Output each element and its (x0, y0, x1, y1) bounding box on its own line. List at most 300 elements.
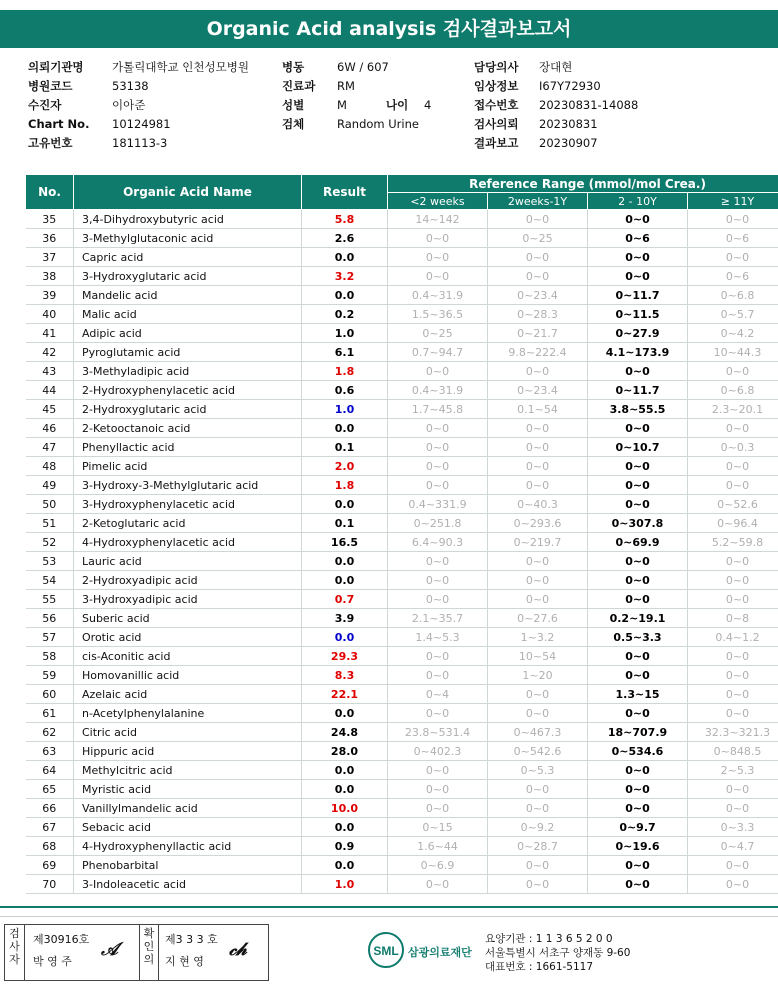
row-ref-lt2weeks: 1.4~5.3 (388, 628, 488, 647)
row-name: Malic acid (74, 305, 302, 324)
header-result: Result (302, 175, 388, 210)
results-body (26, 210, 778, 894)
value-specimen: Random Urine (337, 117, 419, 131)
row-no: 59 (26, 666, 74, 685)
row-result: 1.8 (302, 476, 388, 495)
row-ref-2weeks-1y: 0~467.3 (488, 723, 588, 742)
row-result: 28.0 (302, 742, 388, 761)
row-ref-ge11y: 0~0 (688, 457, 778, 476)
row-ref-lt2weeks: 0~0 (388, 647, 488, 666)
row-ref-lt2weeks: 0~0 (388, 590, 488, 609)
footer-divider (0, 906, 778, 908)
row-name: Adipic acid (74, 324, 302, 343)
row-result: 24.8 (302, 723, 388, 742)
row-ref-2-10y: 0~0 (588, 799, 688, 818)
tester-name: 박 영 주 (33, 955, 72, 968)
row-no: 46 (26, 419, 74, 438)
table-row (26, 799, 778, 818)
header-ref-2-10y: 2 - 10Y (588, 193, 688, 210)
row-ref-2-10y: 0~0 (588, 856, 688, 875)
value-receipt-no: 20230831-14088 (539, 98, 639, 112)
info-row-4 (28, 115, 768, 134)
row-no: 56 (26, 609, 74, 628)
row-name: n-Acetylphenylalanine (74, 704, 302, 723)
row-name: 2-Ketooctanoic acid (74, 419, 302, 438)
row-ref-lt2weeks: 0~0 (388, 248, 488, 267)
header-ref-range: Reference Range (mmol/mol Crea.) (388, 175, 778, 193)
row-result: 0.0 (302, 856, 388, 875)
row-ref-2-10y: 0~0 (588, 761, 688, 780)
info-row-1 (28, 58, 768, 77)
row-result: 0.0 (302, 495, 388, 514)
tester-signature: 𝒜 (101, 939, 119, 960)
row-ref-lt2weeks: 1.6~44 (388, 837, 488, 856)
row-no: 53 (26, 552, 74, 571)
table-row (26, 305, 778, 324)
row-ref-2weeks-1y: 0~542.6 (488, 742, 588, 761)
row-ref-2weeks-1y: 0~0 (488, 248, 588, 267)
table-row (26, 419, 778, 438)
results-table (25, 174, 778, 894)
row-ref-2-10y: 0~10.7 (588, 438, 688, 457)
row-ref-ge11y: 0~0 (688, 799, 778, 818)
row-result: 16.5 (302, 533, 388, 552)
row-name: Myristic acid (74, 780, 302, 799)
row-ref-lt2weeks: 0~4 (388, 685, 488, 704)
row-no: 49 (26, 476, 74, 495)
row-name: Citric acid (74, 723, 302, 742)
row-ref-ge11y: 0~0 (688, 647, 778, 666)
label-test-request: 검사의뢰 (474, 117, 519, 131)
row-ref-lt2weeks: 0~0 (388, 780, 488, 799)
value-institution: 가톨릭대학교 인천성모병원 (112, 60, 249, 74)
row-ref-lt2weeks: 0~15 (388, 818, 488, 837)
row-ref-2weeks-1y: 0~28.3 (488, 305, 588, 324)
signature-box (4, 924, 269, 981)
row-ref-ge11y: 2.3~20.1 (688, 400, 778, 419)
row-name: 2-Hydroxyadipic acid (74, 571, 302, 590)
table-row (26, 381, 778, 400)
row-no: 44 (26, 381, 74, 400)
row-ref-2weeks-1y: 0~0 (488, 571, 588, 590)
row-ref-2weeks-1y: 0~25 (488, 229, 588, 248)
row-ref-lt2weeks: 1.5~36.5 (388, 305, 488, 324)
header-no: No. (26, 175, 74, 210)
table-row (26, 761, 778, 780)
row-ref-2weeks-1y: 0~0 (488, 457, 588, 476)
row-no: 70 (26, 875, 74, 894)
table-row (26, 438, 778, 457)
row-ref-ge11y: 10~44.3 (688, 343, 778, 362)
row-result: 0.1 (302, 438, 388, 457)
lab-address: 서울특별시 서초구 양재동 9-60 (485, 947, 631, 959)
header-name: Organic Acid Name (74, 175, 302, 210)
row-ref-lt2weeks: 0~0 (388, 362, 488, 381)
row-result: 1.0 (302, 324, 388, 343)
row-result: 0.0 (302, 552, 388, 571)
row-no: 67 (26, 818, 74, 837)
table-row (26, 514, 778, 533)
row-ref-ge11y: 0~0 (688, 704, 778, 723)
row-result: 0.0 (302, 761, 388, 780)
row-no: 41 (26, 324, 74, 343)
row-no: 39 (26, 286, 74, 305)
table-row (26, 837, 778, 856)
row-ref-ge11y: 0~0 (688, 476, 778, 495)
row-no: 43 (26, 362, 74, 381)
row-ref-ge11y: 0~0 (688, 419, 778, 438)
row-ref-2weeks-1y: 0~23.4 (488, 286, 588, 305)
row-no: 38 (26, 267, 74, 286)
table-row (26, 533, 778, 552)
lab-name: 삼광의료재단 (408, 946, 472, 959)
table-row (26, 362, 778, 381)
row-ref-lt2weeks: 0.4~331.9 (388, 495, 488, 514)
table-row (26, 723, 778, 742)
row-ref-2weeks-1y: 0~219.7 (488, 533, 588, 552)
row-ref-lt2weeks: 23.8~531.4 (388, 723, 488, 742)
row-ref-lt2weeks: 0~0 (388, 419, 488, 438)
table-row (26, 609, 778, 628)
row-ref-2-10y: 0~0 (588, 571, 688, 590)
table-row (26, 742, 778, 761)
row-result: 1.0 (302, 875, 388, 894)
row-no: 42 (26, 343, 74, 362)
patient-info (28, 58, 768, 153)
row-name: 2-Ketoglutaric acid (74, 514, 302, 533)
row-ref-2-10y: 0~0 (588, 495, 688, 514)
label-unique-no: 고유번호 (28, 136, 73, 150)
row-ref-ge11y: 0~5.7 (688, 305, 778, 324)
row-name: 4-Hydroxyphenylacetic acid (74, 533, 302, 552)
row-ref-2weeks-1y: 0~0 (488, 362, 588, 381)
row-ref-ge11y: 0~8 (688, 609, 778, 628)
row-ref-2weeks-1y: 0~0 (488, 438, 588, 457)
row-ref-lt2weeks: 0~0 (388, 267, 488, 286)
row-ref-2-10y: 0.2~19.1 (588, 609, 688, 628)
row-ref-lt2weeks: 0~0 (388, 761, 488, 780)
row-result: 5.8 (302, 210, 388, 229)
row-name: 2-Hydroxyglutaric acid (74, 400, 302, 419)
row-ref-lt2weeks: 0~0 (388, 438, 488, 457)
row-ref-ge11y: 0~6.8 (688, 381, 778, 400)
row-ref-lt2weeks: 0~25 (388, 324, 488, 343)
row-ref-lt2weeks: 0~0 (388, 457, 488, 476)
label-specimen: 검체 (282, 117, 305, 131)
row-ref-lt2weeks: 0~0 (388, 229, 488, 248)
row-ref-2weeks-1y: 0~0 (488, 685, 588, 704)
row-result: 0.0 (302, 286, 388, 305)
row-name: Pimelic acid (74, 457, 302, 476)
row-ref-2-10y: 0~11.7 (588, 381, 688, 400)
table-row (26, 400, 778, 419)
row-ref-ge11y: 0~3.3 (688, 818, 778, 837)
value-department: RM (337, 79, 355, 93)
row-name: Lauric acid (74, 552, 302, 571)
row-no: 66 (26, 799, 74, 818)
label-ward: 병동 (282, 60, 305, 74)
row-ref-lt2weeks: 0~0 (388, 666, 488, 685)
row-no: 65 (26, 780, 74, 799)
row-ref-lt2weeks: 1.7~45.8 (388, 400, 488, 419)
row-ref-ge11y: 0~0 (688, 571, 778, 590)
row-no: 54 (26, 571, 74, 590)
row-no: 62 (26, 723, 74, 742)
table-row (26, 476, 778, 495)
row-ref-ge11y: 5.2~59.8 (688, 533, 778, 552)
row-ref-2weeks-1y: 10~54 (488, 647, 588, 666)
row-ref-lt2weeks: 0~0 (388, 571, 488, 590)
header-ref-ge11y: ≥ 11Y (688, 193, 778, 210)
row-no: 50 (26, 495, 74, 514)
table-row (26, 818, 778, 837)
table-row (26, 210, 778, 229)
row-ref-ge11y: 0~6 (688, 229, 778, 248)
row-ref-ge11y: 2~5.3 (688, 761, 778, 780)
row-no: 69 (26, 856, 74, 875)
tester-label: 검 사 자 (5, 925, 25, 980)
label-clinical-info: 임상정보 (474, 79, 519, 93)
row-no: 48 (26, 457, 74, 476)
table-row (26, 590, 778, 609)
table-row (26, 552, 778, 571)
row-no: 40 (26, 305, 74, 324)
row-no: 35 (26, 210, 74, 229)
row-ref-2-10y: 0~9.7 (588, 818, 688, 837)
row-ref-2-10y: 0~0 (588, 647, 688, 666)
value-unique-no: 181113-3 (112, 136, 168, 150)
row-ref-2weeks-1y: 0~23.4 (488, 381, 588, 400)
row-ref-2-10y: 0.5~3.3 (588, 628, 688, 647)
row-result: 0.0 (302, 704, 388, 723)
row-ref-ge11y: 32.3~321.3 (688, 723, 778, 742)
row-ref-2weeks-1y: 0~293.6 (488, 514, 588, 533)
table-row (26, 628, 778, 647)
row-ref-2weeks-1y: 0~0 (488, 590, 588, 609)
row-name: 3-Hydroxy-3-Methylglutaric acid (74, 476, 302, 495)
row-result: 10.0 (302, 799, 388, 818)
row-name: Vanillylmandelic acid (74, 799, 302, 818)
row-ref-2-10y: 0~27.9 (588, 324, 688, 343)
row-ref-lt2weeks: 0.7~94.7 (388, 343, 488, 362)
row-ref-lt2weeks: 6.4~90.3 (388, 533, 488, 552)
row-ref-2weeks-1y: 0~0 (488, 875, 588, 894)
row-result: 0.0 (302, 419, 388, 438)
confirm-signature: 𝒸𝒽 (229, 939, 247, 960)
table-row (26, 647, 778, 666)
row-name: Suberic acid (74, 609, 302, 628)
row-ref-2weeks-1y: 0~0 (488, 552, 588, 571)
row-result: 0.0 (302, 628, 388, 647)
row-ref-2-10y: 0~0 (588, 419, 688, 438)
row-ref-2-10y: 0~19.6 (588, 837, 688, 856)
value-patient: 이아준 (112, 98, 146, 112)
row-ref-2weeks-1y: 0~0 (488, 419, 588, 438)
row-ref-lt2weeks: 0~402.3 (388, 742, 488, 761)
row-name: Hippuric acid (74, 742, 302, 761)
row-ref-ge11y: 0~0 (688, 666, 778, 685)
table-row (26, 571, 778, 590)
confirm-license-no: 제3 3 3 호 (165, 933, 218, 946)
row-ref-2-10y: 0~0 (588, 457, 688, 476)
row-ref-2-10y: 0~0 (588, 666, 688, 685)
row-ref-lt2weeks: 0~0 (388, 476, 488, 495)
table-row (26, 856, 778, 875)
value-age: 4 (424, 98, 432, 112)
row-ref-ge11y: 0~848.5 (688, 742, 778, 761)
info-row-5 (28, 134, 768, 153)
row-name: 3,4-Dihydroxybutyric acid (74, 210, 302, 229)
tester-license-no: 제30916호 (33, 933, 90, 946)
row-result: 8.3 (302, 666, 388, 685)
row-name: 3-Hydroxyadipic acid (74, 590, 302, 609)
confirm-label: 확 인 의 (139, 925, 159, 980)
row-ref-ge11y: 0~0 (688, 685, 778, 704)
table-row (26, 685, 778, 704)
row-ref-2-10y: 0~6 (588, 229, 688, 248)
value-hospital-code: 53138 (112, 79, 149, 93)
row-ref-2-10y: 0~0 (588, 875, 688, 894)
row-ref-2weeks-1y: 9.8~222.4 (488, 343, 588, 362)
row-result: 0.0 (302, 248, 388, 267)
row-result: 2.0 (302, 457, 388, 476)
sml-logo-icon (366, 930, 406, 970)
row-result: 0.7 (302, 590, 388, 609)
row-ref-2-10y: 0~0 (588, 704, 688, 723)
row-ref-2weeks-1y: 0.1~54 (488, 400, 588, 419)
row-result: 3.9 (302, 609, 388, 628)
row-ref-ge11y: 0~4.2 (688, 324, 778, 343)
row-no: 61 (26, 704, 74, 723)
row-result: 0.1 (302, 514, 388, 533)
table-row (26, 495, 778, 514)
row-name: Azelaic acid (74, 685, 302, 704)
table-row (26, 324, 778, 343)
row-name: Mandelic acid (74, 286, 302, 305)
row-ref-2weeks-1y: 0~0 (488, 704, 588, 723)
row-ref-ge11y: 0~0 (688, 552, 778, 571)
table-row (26, 704, 778, 723)
label-receipt-no: 접수번호 (474, 98, 519, 112)
row-ref-2weeks-1y: 0~40.3 (488, 495, 588, 514)
row-ref-ge11y: 0.4~1.2 (688, 628, 778, 647)
row-no: 68 (26, 837, 74, 856)
table-row (26, 267, 778, 286)
row-result: 6.1 (302, 343, 388, 362)
row-no: 36 (26, 229, 74, 248)
value-sex: M (337, 98, 347, 112)
label-age: 나이 (386, 98, 409, 112)
row-result: 1.0 (302, 400, 388, 419)
row-name: Homovanillic acid (74, 666, 302, 685)
row-ref-lt2weeks: 14~142 (388, 210, 488, 229)
row-result: 0.6 (302, 381, 388, 400)
row-ref-2-10y: 0~534.6 (588, 742, 688, 761)
row-ref-lt2weeks: 0~251.8 (388, 514, 488, 533)
row-name: Capric acid (74, 248, 302, 267)
row-result: 0.2 (302, 305, 388, 324)
row-ref-ge11y: 0~0.3 (688, 438, 778, 457)
row-ref-ge11y: 0~96.4 (688, 514, 778, 533)
value-ward: 6W / 607 (337, 60, 389, 74)
row-name: 3-Methylglutaconic acid (74, 229, 302, 248)
table-row (26, 248, 778, 267)
row-name: 4-Hydroxyphenyllactic acid (74, 837, 302, 856)
row-ref-2-10y: 0~0 (588, 210, 688, 229)
row-ref-2weeks-1y: 0~0 (488, 267, 588, 286)
row-ref-lt2weeks: 0~0 (388, 704, 488, 723)
row-no: 58 (26, 647, 74, 666)
table-row (26, 343, 778, 362)
label-result-report: 결과보고 (474, 136, 519, 150)
row-ref-ge11y: 0~0 (688, 210, 778, 229)
row-ref-2-10y: 0~0 (588, 362, 688, 381)
row-ref-2-10y: 0~11.7 (588, 286, 688, 305)
row-result: 29.3 (302, 647, 388, 666)
row-ref-2-10y: 0~0 (588, 552, 688, 571)
row-result: 0.9 (302, 837, 388, 856)
row-ref-ge11y: 0~0 (688, 780, 778, 799)
row-ref-lt2weeks: 0~6.9 (388, 856, 488, 875)
row-ref-lt2weeks: 0~0 (388, 799, 488, 818)
row-no: 63 (26, 742, 74, 761)
row-name: 3-Methyladipic acid (74, 362, 302, 381)
row-name: 3-Indoleacetic acid (74, 875, 302, 894)
row-no: 55 (26, 590, 74, 609)
row-ref-2weeks-1y: 0~21.7 (488, 324, 588, 343)
row-name: Orotic acid (74, 628, 302, 647)
value-test-request: 20230831 (539, 117, 598, 131)
row-name: 2-Hydroxyphenylacetic acid (74, 381, 302, 400)
row-ref-2weeks-1y: 0~5.3 (488, 761, 588, 780)
row-result: 1.8 (302, 362, 388, 381)
row-ref-2-10y: 0~0 (588, 590, 688, 609)
row-ref-ge11y: 0~4.7 (688, 837, 778, 856)
value-chart-no: 10124981 (112, 117, 171, 131)
row-ref-2weeks-1y: 0~0 (488, 210, 588, 229)
row-ref-ge11y: 0~52.6 (688, 495, 778, 514)
row-no: 37 (26, 248, 74, 267)
row-name: 3-Hydroxyglutaric acid (74, 267, 302, 286)
row-name: Phenobarbital (74, 856, 302, 875)
row-ref-2weeks-1y: 0~0 (488, 856, 588, 875)
label-chart-no: Chart No. (28, 117, 90, 131)
row-no: 51 (26, 514, 74, 533)
value-result-report: 20230907 (539, 136, 598, 150)
row-ref-2-10y: 0~0 (588, 476, 688, 495)
row-name: Sebacic acid (74, 818, 302, 837)
row-result: 0.0 (302, 571, 388, 590)
row-ref-ge11y: 0~6 (688, 267, 778, 286)
table-row (26, 780, 778, 799)
row-ref-ge11y: 0~6.8 (688, 286, 778, 305)
row-ref-2-10y: 0~307.8 (588, 514, 688, 533)
value-clinical-info: I67Y72930 (539, 79, 601, 93)
row-name: cis-Aconitic acid (74, 647, 302, 666)
value-doctor: 장대현 (539, 60, 573, 74)
label-doctor: 담당의사 (474, 60, 519, 74)
row-no: 52 (26, 533, 74, 552)
row-ref-2weeks-1y: 0~0 (488, 799, 588, 818)
row-result: 0.0 (302, 780, 388, 799)
row-name: Phenyllactic acid (74, 438, 302, 457)
header-ref-2weeks-1y: 2weeks-1Y (488, 193, 588, 210)
row-ref-2-10y: 0~11.5 (588, 305, 688, 324)
row-no: 45 (26, 400, 74, 419)
table-row (26, 875, 778, 894)
row-no: 47 (26, 438, 74, 457)
row-name: Methylcitric acid (74, 761, 302, 780)
